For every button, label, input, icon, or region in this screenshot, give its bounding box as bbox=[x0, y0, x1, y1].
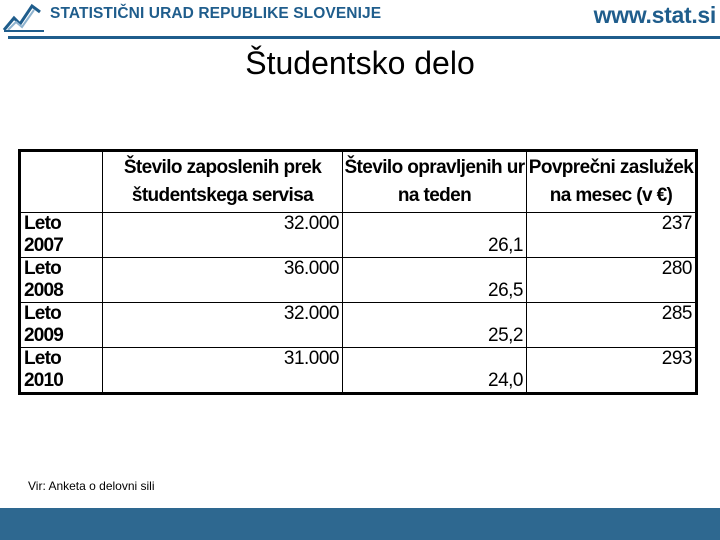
earnings-cell: 237 bbox=[527, 213, 696, 258]
row-label: Leto 2010 bbox=[21, 348, 103, 393]
employed-cell: 36.000 bbox=[103, 258, 343, 303]
hours-cell: 26,5 bbox=[343, 258, 527, 303]
website-url[interactable]: www.stat.si bbox=[593, 2, 716, 28]
source-note: Vir: Anketa o delovni sili bbox=[28, 479, 155, 493]
earnings-cell: 280 bbox=[527, 258, 696, 303]
employed-cell: 32.000 bbox=[103, 303, 343, 348]
column-header-earnings: Povprečni zaslužek na mesec (v €) bbox=[527, 152, 696, 213]
slide-title: Študentsko delo bbox=[245, 45, 475, 81]
table-row bbox=[21, 258, 696, 303]
row-label: Leto 2008 bbox=[21, 258, 103, 303]
student-work-table bbox=[20, 151, 696, 393]
table-row bbox=[21, 303, 696, 348]
column-header-hours: Število opravljenih ur na teden bbox=[343, 152, 527, 213]
row-label: Leto 2009 bbox=[21, 303, 103, 348]
hours-cell: 25,2 bbox=[343, 303, 527, 348]
earnings-cell: 293 bbox=[527, 348, 696, 393]
employed-cell: 31.000 bbox=[103, 348, 343, 393]
row-label: Leto 2007 bbox=[21, 213, 103, 258]
surs-logo-icon bbox=[2, 0, 46, 34]
header bbox=[0, 0, 720, 40]
organization-name: STATISTIČNI URAD REPUBLIKE SLOVENIJE bbox=[50, 5, 382, 22]
column-header-empty bbox=[21, 152, 103, 213]
table-row bbox=[21, 348, 696, 393]
header-divider bbox=[8, 36, 720, 39]
table-row bbox=[21, 213, 696, 258]
hours-cell: 26,1 bbox=[343, 213, 527, 258]
employed-cell: 32.000 bbox=[103, 213, 343, 258]
table-header-row bbox=[21, 152, 696, 213]
footer-bar bbox=[0, 508, 720, 540]
column-header-employed: Število zaposlenih prek študentskega servisa bbox=[103, 152, 343, 213]
hours-cell: 24,0 bbox=[343, 348, 527, 393]
earnings-cell: 285 bbox=[527, 303, 696, 348]
